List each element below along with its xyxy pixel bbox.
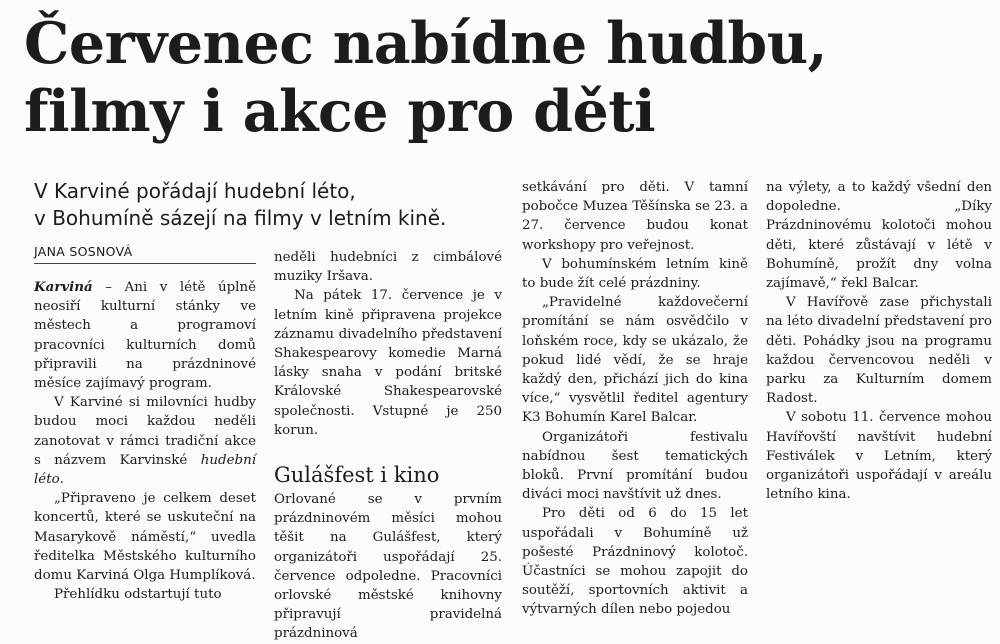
paragraph: setkávání pro děti. V tamní pobočce Muzea Těšínska se 23. a 27. července budou konat workshopy pro veřejnost. [522, 180, 748, 253]
dateline-place: Karviná [34, 279, 93, 295]
paragraph: Pro děti od 6 do 15 let uspořádali v Bohumíně už pošesté Prázdninový kolotoč. Účastníci se mohou zapojit do soutěží, sportovních aktivit a výtvarných dílen nebo pojedou [522, 506, 748, 618]
paragraph: V sobotu 11. července mohou Havířovští navštívit hudební Festiválek v Letním, který organizátoři uspořádají v areálu letního kina. [766, 410, 992, 503]
column-3 [522, 178, 748, 620]
deck-line-2: v Bohumíně sázejí na filmy v letním kině. [34, 206, 447, 230]
paragraph: „Připraveno je celkem deset koncertů, které se uskuteční na Masarykově náměstí,“ uvedla ředitelka Městského kulturního domu Karviná Olga Humplíková. [34, 491, 256, 584]
deck-subtitle [34, 178, 504, 232]
paragraph [34, 278, 256, 393]
paragraph-text: V Karviné si milovníci hudby budou moci každou neděli zanotovat v rámci tradiční akce s názvem Karvinské [34, 395, 256, 468]
paragraph: Přehlídku odstartují tuto [54, 587, 222, 603]
column-2 [274, 248, 502, 644]
paragraph: Orlované se v prvním prázdninovém měsíci mohou těšit na Gulášfest, který organizátoři uspořádají 25. července odpoledne. Pracovníci orlovské městské knihovny připravují pravidelná prázdninová [274, 492, 502, 642]
subheading: Gulášfest i kino [274, 463, 440, 488]
byline: JANA SOSNOVÁ [34, 244, 256, 264]
paragraph: na výlety, a to každý všední den dopoledne. „Díky Prázdninovému kolotoči mohou děti, které zůstávají v létě v Bohumíně, prožít dny volna zajímavě,“ řekl Balcar. [766, 180, 992, 292]
column-4 [766, 178, 992, 504]
headline-line-2: filmy i akce pro děti [24, 78, 656, 145]
paragraph: V Havířově zase přichystali na léto divadelní představení pro děti. Pohádky jsou na programu každou červencovou neděli v parku za Kulturním domem Radost. [766, 295, 992, 407]
paragraph-text: – Ani v létě úplně neosiří kulturní stánky ve městech a programoví pracovníci kulturních domů připravili na prázdninové měsíce zajímavý program. [34, 280, 256, 392]
column-1 [34, 278, 256, 604]
paragraph: Na pátek 17. července je v letním kině připravena projekce záznamu divadelního představení Shakespearovy komedie Marná lásky snaha v podání britské Královské Shakespearovské společnosti. Vstupné je 250 korun. [274, 288, 502, 438]
event-name: hudební léto [34, 452, 256, 488]
paragraph: V bohumínském letním kině to bude žít celé prázdniny. [522, 256, 748, 292]
headline-line-1: Červenec nabídne hudbu, [24, 10, 827, 77]
paragraph: „Pravidelné každovečerní promítání se nám osvědčilo v loňském roce, kdy se ukázalo, že pokud lidé vědí, že se hraje každý den, přichází jich do kina více,“ vysvětlil ředitel agentury K3 Bohumín Karel Balcar. [522, 295, 748, 426]
deck-line-1: V Karviné pořádají hudební léto, [34, 179, 356, 203]
paragraph-text-end: . [59, 472, 64, 488]
paragraph: neděli hudebníci z cimbálové muziky Iršava. [274, 250, 502, 285]
paragraph: Organizátoři festivalu nabídnou šest tematických bloků. První promítání budou diváci moci navštívit už dnes. [522, 429, 748, 503]
headline [24, 10, 827, 146]
paragraph [34, 393, 256, 489]
